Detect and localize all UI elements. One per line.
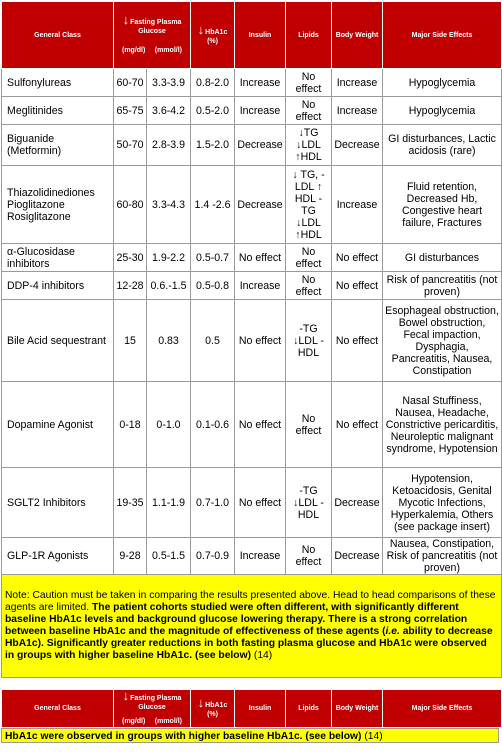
down-arrow-icon: ↓ xyxy=(122,689,130,703)
lipids-cell: -TG ↓LDL -HDL xyxy=(286,468,332,538)
insulin-cell: No effect xyxy=(235,382,286,468)
fpg-mgdl-cell: 9-28 xyxy=(114,538,147,575)
fpg-title: Fasting Plasma Glucose xyxy=(130,19,182,35)
body-weight-cell: No effect xyxy=(332,382,383,468)
header-insulin: Insulin xyxy=(235,690,286,728)
fpg-mmol-cell: 1.9-2.2 xyxy=(147,244,191,272)
drug-class-cell: Thiazolidinediones Pioglitazone Rosiglitazone xyxy=(2,166,114,244)
header-side-effects: Major Side Effects xyxy=(383,690,502,728)
hba1c-cell: 0.7-0.9 xyxy=(191,538,235,575)
header-lipids: Lipids xyxy=(286,690,332,728)
fpg-mmol-cell: 0.83 xyxy=(147,300,191,382)
fpg-mmol-cell: 1.1-1.9 xyxy=(147,468,191,538)
drug-class-cell: Meglitinides xyxy=(2,97,114,125)
table-row xyxy=(2,244,502,272)
side-effects-cell: Nausea, Constipation, Risk of pancreatitis (not proven) xyxy=(383,538,502,575)
note-bold-part1: The patient cohorts studied were often different, with significantly different baseline HbA1c levels and background glucose lowering therapy. There is a strong correlation between baseline HbA1c and the magnitude of effectiveness of these agents ( xyxy=(5,602,468,637)
body-weight-cell: Decrease xyxy=(332,125,383,166)
hba1c-cell: 0.5-0.8 xyxy=(191,272,235,300)
hba1c-cell: 0.1-0.6 xyxy=(191,382,235,468)
hba1c-cell: 0.8-2.0 xyxy=(191,69,235,97)
header-fasting-plasma-glucose xyxy=(114,690,191,728)
body-weight-cell: No effect xyxy=(332,300,383,382)
down-arrow-icon: ↓ xyxy=(122,12,130,27)
fpg-unit-mgdl: (mg/dl) xyxy=(122,47,146,54)
fpg-mmol-cell: 0.5-1.5 xyxy=(147,538,191,575)
side-effects-cell: Hypoglycemia xyxy=(383,69,502,97)
fpg-mgdl-cell: 50-70 xyxy=(114,125,147,166)
fpg-mmol-cell: 3.3-4.3 xyxy=(147,166,191,244)
fpg-mgdl-cell: 60-80 xyxy=(114,166,147,244)
down-arrow-icon: ↓ xyxy=(197,695,205,710)
side-effects-cell: GI disturbances xyxy=(383,244,502,272)
fpg-mgdl-cell: 19-35 xyxy=(114,468,147,538)
drug-class-cell: SGLT2 Inhibitors xyxy=(2,468,114,538)
table-row xyxy=(2,538,502,575)
fpg-mmol-cell: 2.8-3.9 xyxy=(147,125,191,166)
repeated-header-table xyxy=(1,689,502,728)
note-reference: (14) xyxy=(251,650,273,661)
insulin-cell: Increase xyxy=(235,538,286,575)
note2-bold: HbA1c were observed in groups with higher baseline HbA1c. (see below) xyxy=(5,731,362,742)
lipids-cell: No effect xyxy=(286,382,332,468)
drug-class-cell: Biguanide (Metformin) xyxy=(2,125,114,166)
hba1c-cell: 0.5 xyxy=(191,300,235,382)
header-hba1c xyxy=(191,690,235,728)
header-body-weight: Body Weight xyxy=(332,690,383,728)
hba1c-cell: 0.5-0.7 xyxy=(191,244,235,272)
fpg-unit-mmol: (mmol/l) xyxy=(154,718,183,725)
table-row xyxy=(2,166,502,244)
note-bold-part2: ability to decrease HbA1c). Significantly greater reductions in both fasting plasma glucose and HbA1c were observed in groups with higher baseline HbA1c. (see below) xyxy=(5,626,493,661)
fpg-mmol-cell: 0-1.0 xyxy=(147,382,191,468)
insulin-cell: No effect xyxy=(235,300,286,382)
header-insulin: Insulin xyxy=(235,2,286,69)
fpg-mgdl-cell: 60-70 xyxy=(114,69,147,97)
note2-reference: (14) xyxy=(361,731,383,742)
body-weight-cell: No effect xyxy=(332,272,383,300)
down-arrow-icon: ↓ xyxy=(197,21,205,37)
lipids-cell: -TG ↓LDL -HDL xyxy=(286,300,332,382)
fpg-mgdl-cell: 0-18 xyxy=(114,382,147,468)
caution-note xyxy=(2,575,502,678)
hba1c-title: HbA1c (%) xyxy=(205,28,228,45)
note-intro: Note: Caution must be taken in comparing the results presented above. Head to head comparisons of these agents are limited. xyxy=(5,590,496,613)
table-row xyxy=(2,97,502,125)
fpg-mgdl-cell: 12-28 xyxy=(114,272,147,300)
fpg-mmol-cell: 3.6-4.2 xyxy=(147,97,191,125)
drug-class-cell: GLP-1R Agonists xyxy=(2,538,114,575)
table-row xyxy=(2,125,502,166)
table-row xyxy=(2,69,502,97)
side-effects-cell: Fluid retention, Decreased Hb, Congestive heart failure, Fractures xyxy=(383,166,502,244)
fpg-mgdl-cell: 65-75 xyxy=(114,97,147,125)
body-weight-cell: Decrease xyxy=(332,538,383,575)
note-ie: i.e. xyxy=(385,626,400,637)
body-weight-cell: Increase xyxy=(332,166,383,244)
insulin-cell: No effect xyxy=(235,468,286,538)
hba1c-cell: 1.4 -2.6 xyxy=(191,166,235,244)
insulin-cell: Decrease xyxy=(235,125,286,166)
lipids-cell: No effect xyxy=(286,244,332,272)
table-header-row-repeat xyxy=(2,690,502,728)
table-row xyxy=(2,382,502,468)
side-effects-cell: Esophageal obstruction, Bowel obstruction, Fecal impaction, Dysphagia, Pancreatitis, Nausea, Constipation xyxy=(383,300,502,382)
fpg-mgdl-cell: 15 xyxy=(114,300,147,382)
drug-class-cell: Sulfonylureas xyxy=(2,69,114,97)
header-body-weight: Body Weight xyxy=(332,2,383,69)
lipids-cell: No effect xyxy=(286,272,332,300)
drug-class-cell: Dopamine Agonist xyxy=(2,382,114,468)
fpg-mmol-cell: 0.6.-1.5 xyxy=(147,272,191,300)
drug-class-table xyxy=(1,1,502,678)
hba1c-title: HbA1c (%) xyxy=(205,702,228,718)
fpg-mgdl-cell: 25-30 xyxy=(114,244,147,272)
insulin-cell: No effect xyxy=(235,244,286,272)
body-weight-cell: Decrease xyxy=(332,468,383,538)
drug-class-cell: DDP-4 inhibitors xyxy=(2,272,114,300)
lipids-cell: No effect xyxy=(286,538,332,575)
side-effects-cell: Nasal Stuffiness, Nausea, Headache, Constrictive pericarditis, Neuroleptic malignant syndrome, Hypotension xyxy=(383,382,502,468)
side-effects-cell: Hypotension, Ketoacidosis, Genital Mycotic Infections, Hyperkalemia, Others (see package insert) xyxy=(383,468,502,538)
fpg-title: Fasting Plasma Glucose xyxy=(130,695,182,711)
side-effects-cell: Hypoglycemia xyxy=(383,97,502,125)
hba1c-cell: 0.5-2.0 xyxy=(191,97,235,125)
lipids-cell: ↓TG ↓LDL ↑HDL xyxy=(286,125,332,166)
header-fasting-plasma-glucose xyxy=(114,2,191,69)
header-general-class: General Class xyxy=(2,2,114,69)
fpg-mmol-cell: 3.3-3.9 xyxy=(147,69,191,97)
side-effects-cell: Risk of pancreatitis (not proven) xyxy=(383,272,502,300)
drug-class-cell: Bile Acid sequestrant xyxy=(2,300,114,382)
note-row xyxy=(2,575,502,678)
table-row xyxy=(2,272,502,300)
side-effects-cell: GI disturbances, Lactic acidosis (rare) xyxy=(383,125,502,166)
table-row xyxy=(2,468,502,538)
header-hba1c xyxy=(191,2,235,69)
body-weight-cell: No effect xyxy=(332,244,383,272)
insulin-cell: Increase xyxy=(235,69,286,97)
table-row xyxy=(2,300,502,382)
lipids-cell: No effect xyxy=(286,69,332,97)
body-weight-cell: Increase xyxy=(332,69,383,97)
body-weight-cell: Increase xyxy=(332,97,383,125)
hba1c-cell: 0.7-1.0 xyxy=(191,468,235,538)
table-body xyxy=(2,69,502,575)
fpg-unit-mmol: (mmol/l) xyxy=(154,47,183,54)
header-general-class: General Class xyxy=(2,690,114,728)
insulin-cell: Increase xyxy=(235,272,286,300)
table-header-row xyxy=(2,2,502,69)
fpg-unit-mgdl: (mg/dl) xyxy=(122,718,146,725)
header-lipids: Lipids xyxy=(286,2,332,69)
lipids-cell: No effect xyxy=(286,97,332,125)
note-continuation xyxy=(1,728,499,743)
hba1c-cell: 1.5-2.0 xyxy=(191,125,235,166)
header-side-effects: Major Side Effects xyxy=(383,2,502,69)
insulin-cell: Increase xyxy=(235,97,286,125)
lipids-cell: ↓ TG, -LDL ↑ HDL -TG ↓LDL ↑HDL xyxy=(286,166,332,244)
insulin-cell: Decrease xyxy=(235,166,286,244)
drug-class-cell: α-Glucosidase inhibitors xyxy=(2,244,114,272)
